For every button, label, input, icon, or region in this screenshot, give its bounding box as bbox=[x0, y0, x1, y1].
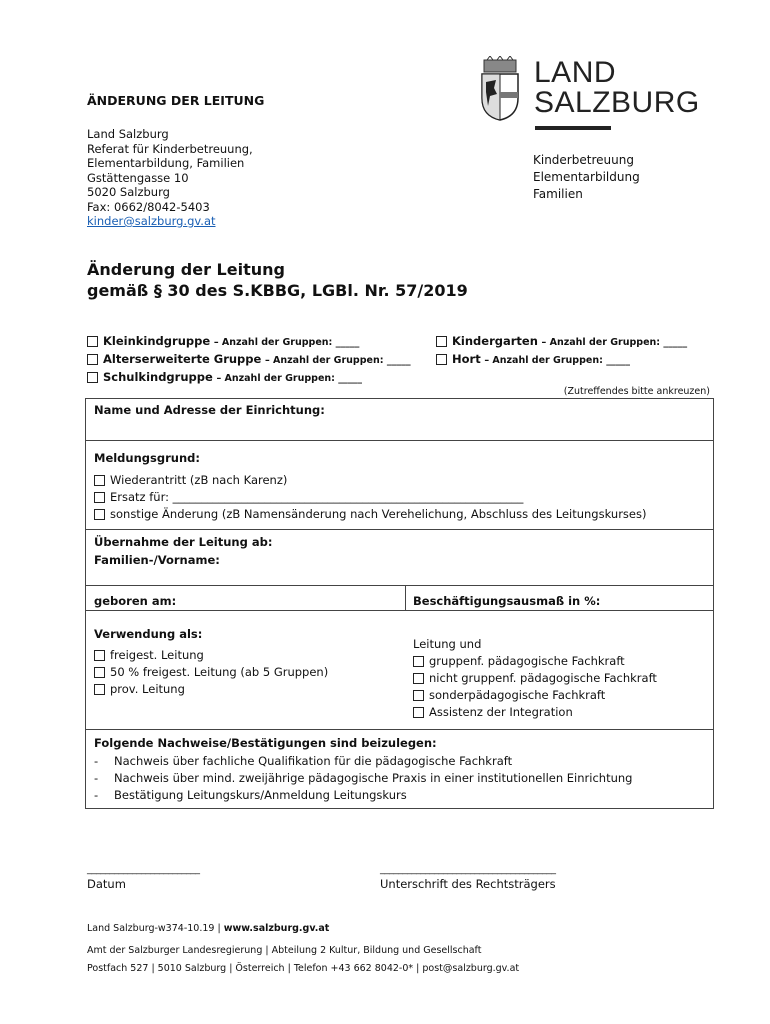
divider bbox=[85, 440, 714, 441]
address-line: 5020 Salzburg bbox=[87, 185, 170, 199]
group-option[interactable] bbox=[436, 351, 687, 369]
list-item-text: Bestätigung Leitungskurs/Anmeldung Leitungskurs bbox=[114, 788, 407, 802]
nachweise-list bbox=[94, 753, 632, 804]
group-options-left bbox=[87, 333, 411, 387]
group-option[interactable] bbox=[87, 333, 411, 351]
group-name: Hort bbox=[452, 352, 481, 366]
meldungsgrund-option[interactable] bbox=[94, 472, 646, 489]
department-line: Familien bbox=[533, 187, 583, 201]
divider bbox=[85, 610, 714, 611]
datum-line[interactable]: _________________________ bbox=[87, 864, 200, 875]
group-count: – Anzahl der Gruppen: _____ bbox=[213, 337, 360, 348]
einrichtung-label: Name und Adresse der Einrichtung: bbox=[94, 403, 325, 417]
leitung-und-label: Leitung und bbox=[413, 637, 482, 651]
datum-label: Datum bbox=[87, 877, 126, 891]
checkbox[interactable] bbox=[94, 650, 105, 661]
group-name: Kleinkindgruppe bbox=[103, 334, 211, 348]
unterschrift-line[interactable]: _______________________________________ bbox=[380, 864, 556, 875]
footer-line-1 bbox=[87, 923, 329, 934]
group-option[interactable] bbox=[87, 369, 411, 387]
divider bbox=[85, 729, 714, 730]
ausmass-label: Beschäftigungsausmaß in %: bbox=[413, 594, 601, 608]
uebernahme-label: Übernahme der Leitung ab: bbox=[94, 535, 273, 549]
department bbox=[533, 152, 640, 203]
checkbox[interactable] bbox=[413, 673, 424, 684]
checkbox[interactable] bbox=[436, 354, 447, 365]
option-label: 50 % freigest. Leitung (ab 5 Gruppen) bbox=[110, 665, 329, 679]
option-label: freigest. Leitung bbox=[110, 648, 204, 662]
leitung-und-options bbox=[413, 653, 657, 721]
meldungsgrund-option[interactable] bbox=[94, 506, 646, 523]
title-line-1: Änderung der Leitung bbox=[87, 260, 285, 279]
checkbox[interactable] bbox=[94, 684, 105, 695]
checkbox[interactable] bbox=[94, 667, 105, 678]
option-label: sonstige Änderung (zB Namensänderung nach Verehelichung, Abschluss des Leitungskurses) bbox=[110, 507, 647, 521]
group-name: Alterserweiterte Gruppe bbox=[103, 352, 262, 366]
option-label: nicht gruppenf. pädagogische Fachkraft bbox=[429, 671, 657, 685]
sender-address bbox=[87, 127, 253, 229]
group-count: – Anzahl der Gruppen: _____ bbox=[484, 355, 630, 366]
department-line: Elementarbildung bbox=[533, 170, 640, 184]
footer-line-3: Postfach 527 | 5010 Salzburg | Österreich | Telefon +43 662 8042-0* | post@salzburg.gv.at bbox=[87, 963, 520, 974]
group-options-right bbox=[436, 333, 687, 369]
checkbox[interactable] bbox=[94, 509, 105, 520]
list-item-text: Nachweis über mind. zweijährige pädagogische Praxis in einer institutionellen Einrichtung bbox=[114, 771, 633, 785]
group-name: Schulkindgruppe bbox=[103, 370, 213, 384]
title-line-2: gemäß § 30 des S.KBBG, LGBl. Nr. 57/2019 bbox=[87, 281, 468, 300]
option-label: Assistenz der Integration bbox=[429, 705, 573, 719]
leitung-option[interactable] bbox=[413, 687, 657, 704]
list-item: - Bestätigung Leitungskurs/Anmeldung Leitungskurs bbox=[94, 788, 407, 802]
website-link[interactable]: www.salzburg.gv.at bbox=[223, 923, 330, 934]
checkbox-note: (Zutreffendes bitte ankreuzen) bbox=[563, 386, 710, 397]
leitung-option[interactable] bbox=[413, 704, 657, 721]
verwendung-options bbox=[94, 647, 328, 698]
leitung-option[interactable] bbox=[413, 653, 657, 670]
logo-underline bbox=[535, 126, 611, 130]
option-label: sonderpädagogische Fachkraft bbox=[429, 688, 606, 702]
divider bbox=[85, 529, 714, 530]
divider bbox=[405, 585, 406, 610]
geboren-label: geboren am: bbox=[94, 594, 177, 608]
checkbox[interactable] bbox=[413, 707, 424, 718]
option-label: Wiederantritt (zB nach Karenz) bbox=[110, 473, 288, 487]
group-count: – Anzahl der Gruppen: _____ bbox=[216, 373, 363, 384]
logo-line-salzburg: SALZBURG bbox=[534, 86, 700, 119]
coat-of-arms-icon bbox=[478, 56, 522, 122]
group-count: – Anzahl der Gruppen: _____ bbox=[264, 355, 411, 366]
unterschrift-label: Unterschrift des Rechtsträgers bbox=[380, 877, 556, 891]
email-link[interactable]: kinder@salzburg.gv.at bbox=[87, 214, 216, 228]
divider bbox=[85, 585, 714, 586]
meldungsgrund-option[interactable] bbox=[94, 489, 646, 506]
checkbox[interactable] bbox=[87, 336, 98, 347]
group-count: – Anzahl der Gruppen: _____ bbox=[541, 337, 688, 348]
checkbox[interactable] bbox=[436, 336, 447, 347]
group-option[interactable] bbox=[87, 351, 411, 369]
nachweise-label: Folgende Nachweise/Bestätigungen sind beizulegen: bbox=[94, 736, 437, 750]
checkbox[interactable] bbox=[413, 656, 424, 667]
verwendung-label: Verwendung als: bbox=[94, 627, 203, 641]
meldungsgrund-label: Meldungsgrund: bbox=[94, 451, 200, 465]
list-item: - Nachweis über mind. zweijährige pädagogische Praxis in einer institutionellen Einrichtung bbox=[94, 771, 633, 785]
address-line: Land Salzburg bbox=[87, 127, 169, 141]
document-title bbox=[87, 259, 468, 301]
group-name: Kindergarten bbox=[452, 334, 538, 348]
logo-text bbox=[534, 58, 700, 118]
department-line: Kinderbetreuung bbox=[533, 153, 634, 167]
verwendung-option[interactable] bbox=[94, 647, 328, 664]
leitung-option[interactable] bbox=[413, 670, 657, 687]
checkbox[interactable] bbox=[87, 354, 98, 365]
checkbox[interactable] bbox=[94, 475, 105, 486]
verwendung-option[interactable] bbox=[94, 681, 328, 698]
list-item-text: Nachweis über fachliche Qualifikation für die pädagogische Fachkraft bbox=[114, 754, 513, 768]
address-line: Elementarbildung, Familien bbox=[87, 156, 245, 170]
option-label: prov. Leitung bbox=[110, 682, 185, 696]
group-option[interactable] bbox=[436, 333, 687, 351]
checkbox[interactable] bbox=[87, 372, 98, 383]
option-label: Ersatz für: _____________________________________________________________ bbox=[110, 490, 524, 504]
checkbox[interactable] bbox=[94, 492, 105, 503]
address-line: Referat für Kinderbetreuung, bbox=[87, 141, 253, 156]
form-id: Land Salzburg-w374-10.19 | bbox=[87, 923, 221, 934]
logo-line-land: LAND bbox=[534, 56, 617, 89]
verwendung-option[interactable] bbox=[94, 664, 328, 681]
name-label: Familien-/Vorname: bbox=[94, 553, 220, 567]
checkbox[interactable] bbox=[413, 690, 424, 701]
meldungsgrund-options bbox=[94, 472, 646, 523]
list-item: - Nachweis über fachliche Qualifikation für die pädagogische Fachkraft bbox=[94, 754, 513, 768]
form-heading: ÄNDERUNG DER LEITUNG bbox=[87, 93, 265, 108]
address-line: Fax: 0662/8042-5403 bbox=[87, 199, 210, 214]
footer-line-2: Amt der Salzburger Landesregierung | Abteilung 2 Kultur, Bildung und Gesellschaft bbox=[87, 945, 482, 956]
einrichtung-field[interactable] bbox=[86, 418, 713, 439]
address-line: Gstättengasse 10 bbox=[87, 170, 189, 185]
option-label: gruppenf. pädagogische Fachkraft bbox=[429, 654, 625, 668]
